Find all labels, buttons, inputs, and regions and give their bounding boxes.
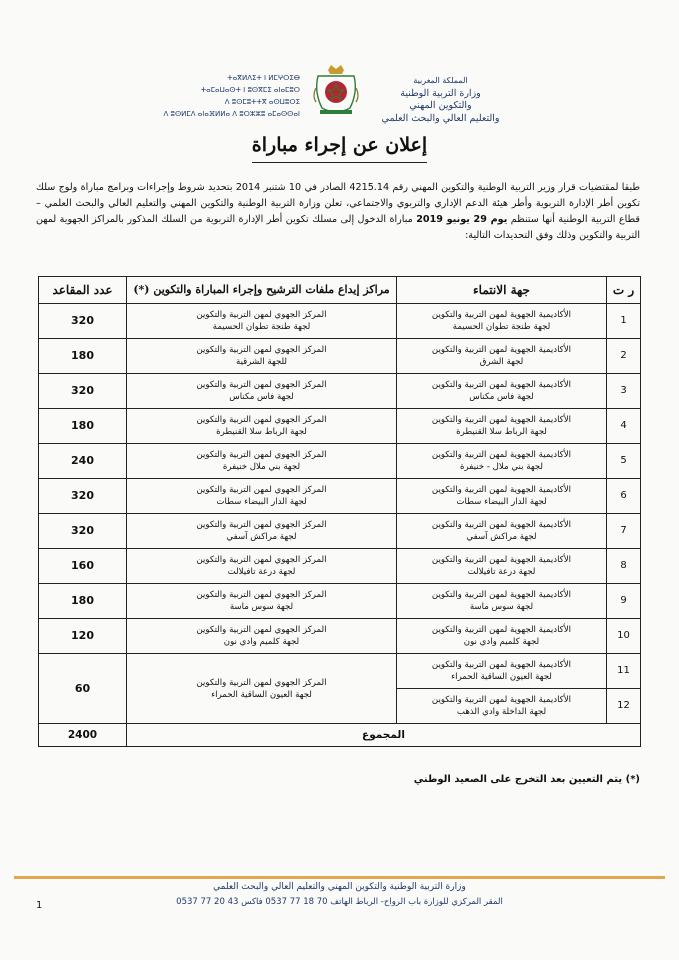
row-affiliation	[397, 339, 607, 374]
center-line: المركز الجهوي لمهن التربية والتكوين	[196, 345, 327, 355]
row-affiliation	[397, 444, 607, 479]
row-affiliation	[397, 584, 607, 619]
header-right-line: المملكة المغربية	[413, 76, 468, 85]
center-line: المركز الجهوي لمهن التربية والتكوين	[196, 485, 327, 495]
row-affiliation	[397, 479, 607, 514]
header-left-line: ⴷ ⵓⵙⵍⵎⴷ ⴰⵏⴰⴼⵍⵍⴰ ⴷ ⵓⵔⵣⵣⵓ ⴰⵎⴰⵙⵙⴰⵏ	[163, 110, 300, 118]
table-total-row	[39, 724, 641, 747]
row-seats: 320	[39, 514, 127, 549]
header-right-line: وزارة التربية الوطنية	[400, 87, 481, 99]
table-row	[39, 304, 641, 339]
table-row	[39, 409, 641, 444]
header-amazigh-text	[150, 72, 300, 120]
table-row	[39, 619, 641, 654]
table-row	[39, 479, 641, 514]
affiliation-region: لجهة بني ملال - خنيفرة	[460, 462, 543, 472]
header-left-line: ⵜⴰⴳⵍⴷⵉⵜ ⵏ ⵍⵎⵖⵔⵉⴱ	[227, 74, 300, 82]
center-line: المركز الجهوي لمهن التربية والتكوين	[196, 450, 327, 460]
row-index: 12	[607, 689, 641, 724]
header-ministry-arabic	[368, 75, 513, 125]
affiliation-line: الأكاديمية الجهوية لمهن التربية والتكوين	[431, 345, 572, 355]
affiliation-line: الأكاديمية الجهوية لمهن التربية والتكوين	[431, 625, 572, 635]
total-label: المجموع	[127, 724, 641, 747]
row-affiliation	[397, 409, 607, 444]
row-affiliation	[397, 619, 607, 654]
row-index: 11	[607, 654, 641, 689]
footer-ministry: وزارة التربية الوطنية والتكوين المهني والتعليم العالي والبحث العلمي	[213, 882, 466, 892]
affiliation-region: لجهة الداخلة وادي الذهب	[456, 707, 547, 717]
row-seats: 320	[39, 374, 127, 409]
affiliation-line: الأكاديمية الجهوية لمهن التربية والتكوين	[431, 415, 572, 425]
row-index: 1	[607, 304, 641, 339]
row-index: 4	[607, 409, 641, 444]
affiliation-region: لجهة فاس مكناس	[469, 392, 534, 402]
affiliation-region: لجهة الشرق	[479, 357, 524, 367]
total-value: 2400	[39, 724, 127, 747]
header-right-line: والتعليم العالي والبحث العلمي	[381, 112, 500, 124]
table-row	[39, 654, 641, 689]
affiliation-line: الأكاديمية الجهوية لمهن التربية والتكوين	[431, 310, 572, 320]
header-left-line: ⵜⴰⵎⴰⵡⴰⵙⵜ ⵏ ⵓⵙⴳⵎⵉ ⴰⵏⴰⵎⵓⵔ	[200, 86, 300, 94]
row-affiliation	[397, 549, 607, 584]
royal-emblem-icon	[310, 62, 362, 118]
affiliation-line: الأكاديمية الجهوية لمهن التربية والتكوين	[431, 520, 572, 530]
center-region: لجهة درعة تافيلالت	[227, 567, 296, 577]
row-seats: 180	[39, 409, 127, 444]
center-region: لجهة كلميم وادي نون	[223, 637, 300, 647]
title-underline	[252, 162, 427, 163]
center-line: المركز الجهوي لمهن التربية والتكوين	[196, 380, 327, 390]
center-line: المركز الجهوي لمهن التربية والتكوين	[196, 415, 327, 425]
exam-date: يوم 29 يونيو 2019	[416, 214, 508, 225]
row-seats: 320	[39, 479, 127, 514]
row-seats: 320	[39, 304, 127, 339]
page-title: إعلان عن إجراء مباراة	[251, 134, 428, 156]
header-centers: مراكز إيداع ملفات الترشيح وإجراء المباراة والتكوين (*)	[127, 277, 397, 304]
center-region: لجهة سوس ماسة	[229, 602, 294, 612]
row-seats-merged: 60	[39, 654, 127, 724]
center-region: لجهة مراكش آسفي	[226, 532, 297, 542]
footer-address: المقر المركزي للوزارة باب الرواح- الرباط الهاتف 70 18 77 0537 فاكس 43 20 77 0537	[176, 897, 503, 907]
row-index: 3	[607, 374, 641, 409]
row-center	[127, 514, 397, 549]
center-region: للجهة الشرقية	[235, 357, 288, 367]
row-affiliation	[397, 304, 607, 339]
affiliation-region: لجهة العيون الساقية الحمراء	[451, 672, 552, 682]
table-row	[39, 339, 641, 374]
center-line: المركز الجهوي لمهن التربية والتكوين	[196, 590, 327, 600]
header-right-line: والتكوين المهني	[409, 100, 472, 111]
row-center	[127, 479, 397, 514]
center-line: المركز الجهوي لمهن التربية والتكوين	[196, 677, 327, 688]
center-line: المركز الجهوي لمهن التربية والتكوين	[196, 310, 327, 320]
row-seats: 180	[39, 339, 127, 374]
table-header-row	[39, 277, 641, 304]
affiliation-region: لجهة الدار البيضاء سطات	[456, 497, 547, 507]
center-region: لجهة بني ملال خنيفرة	[222, 462, 301, 472]
affiliation-line: الأكاديمية الجهوية لمهن التربية والتكوين	[431, 485, 572, 495]
center-region: لجهة طنجة تطوان الحسيمة	[212, 322, 311, 332]
center-region: لجهة الدار البيضاء سطات	[216, 497, 307, 507]
row-seats: 120	[39, 619, 127, 654]
table-row	[39, 549, 641, 584]
table-row	[39, 584, 641, 619]
row-center	[127, 584, 397, 619]
affiliation-region: لجهة الرباط سلا القنيطرة	[456, 427, 547, 437]
table-row	[39, 514, 641, 549]
row-seats: 240	[39, 444, 127, 479]
header-rank: ر ت	[607, 277, 641, 304]
intro-part-1: طبقا لمقتضيات قرار وزير التربية الوطنية والتكوين المهني رقم 4215.14 الصادر في 10 شتنبر 2014 بتحديد شروط وإجراءات وبرامج مباراة ولوج سلك تكوين أطر الإدارة التربوية وأطر هيئة الدعم الإداري والتربوي والاجتماعي، تعلن وزارة التربية الوطنية والتكوين المهني والتعليم العالي والبحث العلمي – قطاع التربية الوطنية أنها ستنظم	[36, 182, 641, 225]
center-line: المركز الجهوي لمهن التربية والتكوين	[196, 555, 327, 565]
row-index: 2	[607, 339, 641, 374]
header-affiliation: جهة الانتماء	[397, 277, 607, 304]
page-number: 1	[36, 900, 43, 911]
affiliation-region: لجهة درعة تافيلالت	[467, 567, 536, 577]
center-region: لجهة فاس مكناس	[229, 392, 294, 402]
header-left-line: ⴷ ⵓⵙⵎⵓⵜⵜⴳ ⴰⵙⵡⵓⵔⵉ	[224, 98, 300, 106]
center-line: المركز الجهوي لمهن التربية والتكوين	[196, 625, 327, 635]
affiliation-line: الأكاديمية الجهوية لمهن التربية والتكوين	[431, 660, 572, 670]
row-affiliation	[397, 514, 607, 549]
intro-paragraph	[36, 180, 640, 244]
row-seats: 180	[39, 584, 127, 619]
affiliation-region: لجهة سوس ماسة	[469, 602, 534, 612]
row-center	[127, 444, 397, 479]
header-seats: عدد المقاعد	[39, 277, 127, 304]
exam-centers-table	[38, 276, 641, 747]
row-index: 5	[607, 444, 641, 479]
row-index: 9	[607, 584, 641, 619]
affiliation-region: لجهة كلميم وادي نون	[463, 637, 540, 647]
row-affiliation	[397, 689, 607, 724]
row-center	[127, 374, 397, 409]
affiliation-line: الأكاديمية الجهوية لمهن التربية والتكوين	[431, 695, 572, 705]
row-seats: 160	[39, 549, 127, 584]
affiliation-line: الأكاديمية الجهوية لمهن التربية والتكوين	[431, 590, 572, 600]
row-center	[127, 619, 397, 654]
row-center	[127, 304, 397, 339]
table-row	[39, 444, 641, 479]
row-affiliation	[397, 374, 607, 409]
center-region: لجهة الرباط سلا القنيطرة	[216, 427, 307, 437]
affiliation-line: الأكاديمية الجهوية لمهن التربية والتكوين	[431, 555, 572, 565]
intro-part-2: مباراة الدخول إلى مسلك تكوين أطر الإدارة التربوية من السلك المذكور بالمراكز الجهوية لمهن التربية والتكوين وذلك وفق التحديدات التالية:	[36, 214, 640, 241]
affiliation-line: الأكاديمية الجهوية لمهن التربية والتكوين	[431, 380, 572, 390]
row-center	[127, 409, 397, 444]
row-center	[127, 549, 397, 584]
footnote: (*) يتم التعيين بعد التخرج على الصعيد الوطني	[413, 774, 640, 785]
row-index: 7	[607, 514, 641, 549]
row-index: 8	[607, 549, 641, 584]
affiliation-region: لجهة طنجة تطوان الحسيمة	[452, 322, 551, 332]
row-center	[127, 339, 397, 374]
center-region: لجهة العيون الساقية الحمراء	[211, 689, 312, 700]
center-line: المركز الجهوي لمهن التربية والتكوين	[196, 520, 327, 530]
affiliation-line: الأكاديمية الجهوية لمهن التربية والتكوين	[431, 450, 572, 460]
table-row	[39, 374, 641, 409]
row-affiliation	[397, 654, 607, 689]
row-index: 6	[607, 479, 641, 514]
affiliation-region: لجهة مراكش آسفي	[466, 532, 537, 542]
row-center-merged	[127, 654, 397, 724]
row-index: 10	[607, 619, 641, 654]
footer-divider	[14, 876, 665, 879]
